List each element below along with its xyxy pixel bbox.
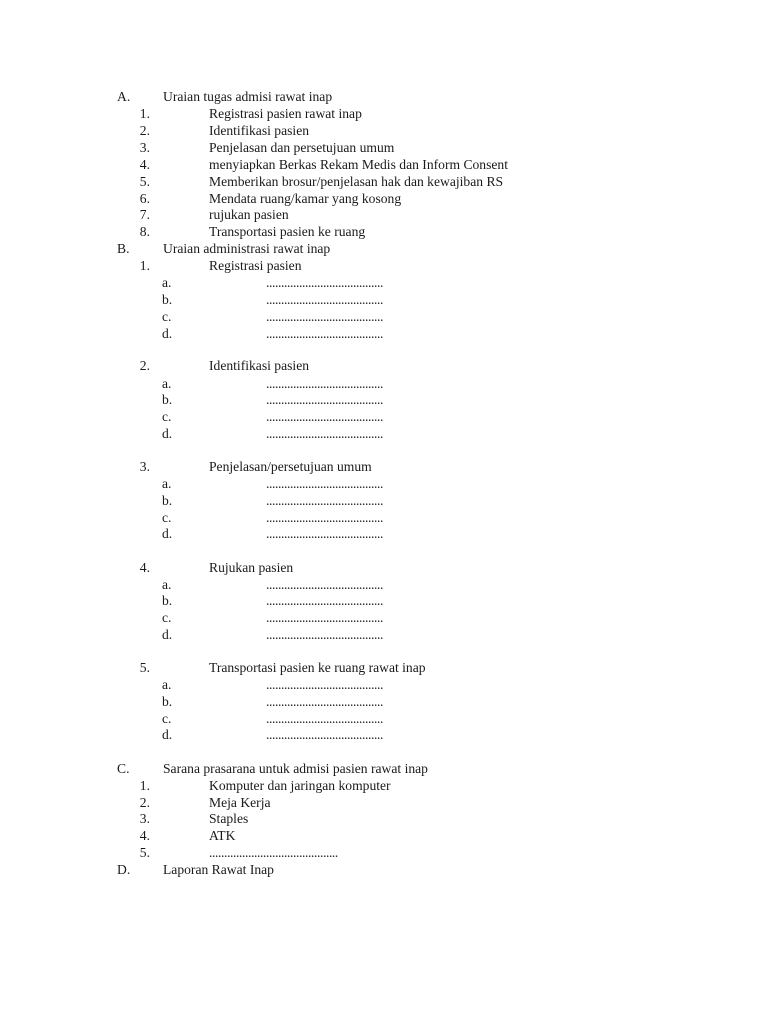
item-number: 4.	[139, 828, 150, 843]
sub-letter: b.	[162, 392, 173, 407]
item-number: 1.	[139, 258, 150, 273]
item-text: Transportasi pasien ke ruang	[209, 224, 366, 239]
section-letter: B.	[117, 241, 130, 256]
item-number: 6.	[139, 191, 150, 206]
dotted-blank: .......................................	[266, 292, 383, 307]
item-text: Komputer dan jaringan komputer	[209, 778, 391, 793]
dotted-blank: .......................................	[266, 326, 383, 341]
sub-letter: c.	[162, 610, 172, 625]
sub-letter: a.	[162, 677, 172, 692]
item-text: Mendata ruang/kamar yang kosong	[209, 191, 402, 206]
item-text: Registrasi pasien rawat inap	[209, 106, 362, 121]
item-number: 1.	[139, 106, 150, 121]
item-number: 4.	[139, 560, 150, 575]
section-title: Sarana prasarana untuk admisi pasien rawat inap	[163, 761, 428, 776]
item-number: 3.	[139, 140, 150, 155]
section-letter: A.	[117, 89, 131, 104]
section-title: Laporan Rawat Inap	[163, 862, 274, 877]
sub-letter: a.	[162, 577, 172, 592]
sub-letter: c.	[162, 409, 172, 424]
item-text: rujukan pasien	[209, 207, 289, 222]
dotted-blank: .......................................	[266, 476, 383, 491]
item-number: 3.	[139, 459, 150, 474]
item-number: 2.	[139, 795, 150, 810]
dotted-blank: .......................................	[266, 627, 383, 642]
item-text: Memberikan brosur/penjelasan hak dan kewajiban RS	[209, 174, 504, 189]
item-number: 8.	[139, 224, 150, 239]
sub-letter: c.	[162, 309, 172, 324]
item-text: Identifikasi pasien	[209, 123, 310, 138]
sub-letter: d.	[162, 526, 173, 541]
sub-letter: a.	[162, 275, 172, 290]
sub-letter: d.	[162, 426, 173, 441]
dotted-blank: .......................................	[266, 426, 383, 441]
item-number: 5.	[139, 660, 150, 675]
dotted-blank: .......................................	[266, 309, 383, 324]
dotted-blank: ...........................................	[209, 845, 338, 860]
item-text: Staples	[209, 811, 249, 826]
item-text: Rujukan pasien	[209, 560, 294, 575]
item-text: Transportasi pasien ke ruang rawat inap	[209, 660, 426, 675]
section-title: Uraian tugas admisi rawat inap	[163, 89, 333, 104]
dotted-blank: .......................................	[266, 593, 383, 608]
item-text: ATK	[209, 828, 236, 843]
dotted-blank: .......................................	[266, 727, 383, 742]
section-title: Uraian administrasi rawat inap	[163, 241, 331, 256]
item-number: 2.	[139, 358, 150, 373]
item-text: Identifikasi pasien	[209, 358, 310, 373]
item-text: Meja Kerja	[209, 795, 271, 810]
item-number: 2.	[139, 123, 150, 138]
dotted-blank: .......................................	[266, 392, 383, 407]
sub-letter: d.	[162, 627, 173, 642]
dotted-blank: .......................................	[266, 610, 383, 625]
item-text: Penjelasan/persetujuan umum	[209, 459, 372, 474]
dotted-blank: .......................................	[266, 275, 383, 290]
item-number: 1.	[139, 778, 150, 793]
dotted-blank: .......................................	[266, 376, 383, 391]
item-number: 7.	[139, 207, 150, 222]
dotted-blank: .......................................	[266, 711, 383, 726]
sub-letter: a.	[162, 476, 172, 491]
sub-letter: d.	[162, 727, 173, 742]
dotted-blank: .......................................	[266, 577, 383, 592]
sub-letter: a.	[162, 376, 172, 391]
item-number: 5.	[139, 174, 150, 189]
dotted-blank: .......................................	[266, 510, 383, 525]
sub-letter: b.	[162, 493, 173, 508]
section-letter: D.	[117, 862, 131, 877]
item-number: 5.	[139, 845, 150, 860]
item-number: 4.	[139, 157, 150, 172]
sub-letter: c.	[162, 510, 172, 525]
item-text: Registrasi pasien	[209, 258, 302, 273]
section-letter: C.	[117, 761, 130, 776]
sub-letter: b.	[162, 292, 173, 307]
item-text: Penjelasan dan persetujuan umum	[209, 140, 395, 155]
sub-letter: d.	[162, 326, 173, 341]
item-text: menyiapkan Berkas Rekam Medis dan Inform Consent	[209, 157, 508, 172]
dotted-blank: .......................................	[266, 409, 383, 424]
item-number: 3.	[139, 811, 150, 826]
dotted-blank: .......................................	[266, 694, 383, 709]
sub-letter: c.	[162, 711, 172, 726]
sub-letter: b.	[162, 694, 173, 709]
sub-letter: b.	[162, 593, 173, 608]
dotted-blank: .......................................	[266, 526, 383, 541]
dotted-blank: .......................................	[266, 677, 383, 692]
dotted-blank: .......................................	[266, 493, 383, 508]
